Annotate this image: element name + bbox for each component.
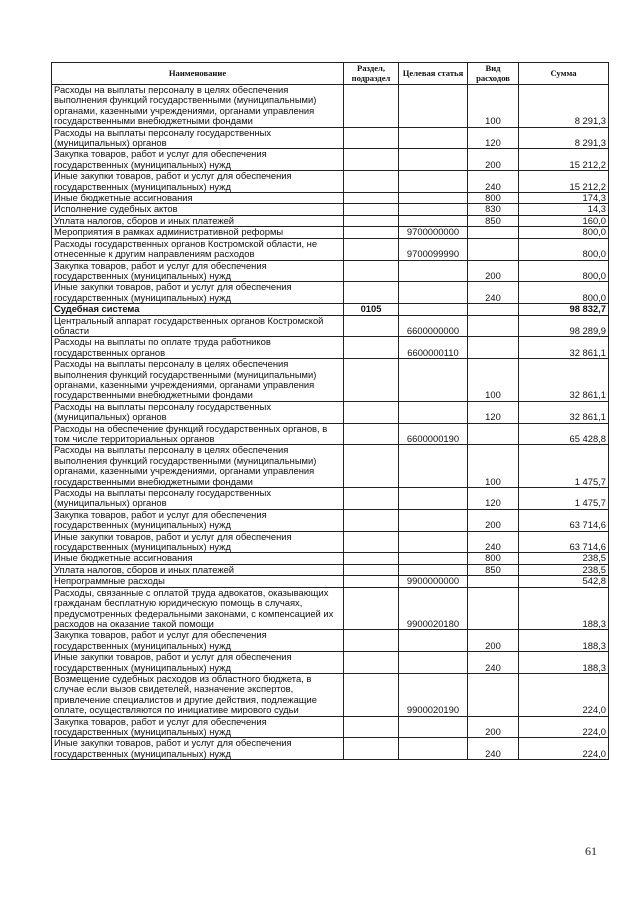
- cell-sum: 98 289,9: [519, 315, 609, 337]
- cell-section: [344, 227, 399, 238]
- cell-target: [399, 488, 468, 510]
- header-sum: Сумма: [519, 63, 609, 85]
- cell-target: [399, 445, 468, 488]
- cell-name: Судебная система: [52, 304, 344, 315]
- cell-name: Непрограммные расходы: [52, 576, 344, 587]
- cell-target: [399, 531, 468, 553]
- cell-type: 850: [468, 215, 519, 226]
- cell-sum: 800,0: [519, 282, 609, 304]
- table-row: [52, 149, 609, 171]
- cell-type: 240: [468, 282, 519, 304]
- cell-name: Центральный аппарат государственных органов Костромской области: [52, 315, 344, 337]
- cell-target: [399, 171, 468, 193]
- cell-section: [344, 193, 399, 204]
- cell-type: 120: [468, 401, 519, 423]
- cell-name: Закупка товаров, работ и услуг для обеспечения государственных (муниципальных) нужд: [52, 260, 344, 282]
- cell-section: [344, 215, 399, 226]
- cell-sum: 98 832,7: [519, 304, 609, 315]
- cell-sum: 542,8: [519, 576, 609, 587]
- cell-name: Мероприятия в рамках административной реформы: [52, 227, 344, 238]
- table-row: [52, 738, 609, 760]
- cell-sum: 224,0: [519, 716, 609, 738]
- table-row: [52, 337, 609, 359]
- table-row: [52, 423, 609, 445]
- cell-target: [399, 509, 468, 531]
- table-row: [52, 171, 609, 193]
- table-header: [52, 63, 609, 85]
- cell-section: 0105: [344, 304, 399, 315]
- cell-section: [344, 716, 399, 738]
- cell-section: [344, 401, 399, 423]
- cell-type: 100: [468, 85, 519, 128]
- cell-target: [399, 564, 468, 575]
- cell-type: 120: [468, 127, 519, 149]
- table-row: [52, 127, 609, 149]
- header-row: [52, 63, 609, 85]
- cell-type: [468, 423, 519, 445]
- cell-sum: 800,0: [519, 238, 609, 260]
- table-row: [52, 630, 609, 652]
- cell-section: [344, 359, 399, 402]
- cell-target: 6600000000: [399, 315, 468, 337]
- cell-name: Расходы на выплаты персоналу государственных (муниципальных) органов: [52, 127, 344, 149]
- cell-type: 240: [468, 531, 519, 553]
- cell-name: Иные закупки товаров, работ и услуг для обеспечения государственных (муниципальных) нужд: [52, 738, 344, 760]
- cell-target: [399, 127, 468, 149]
- cell-name: Расходы государственных органов Костромской области, не отнесенные к другим направлениям расходов: [52, 238, 344, 260]
- cell-type: 200: [468, 716, 519, 738]
- header-name: Наименование: [52, 63, 344, 85]
- table-row: [52, 531, 609, 553]
- cell-target: [399, 260, 468, 282]
- cell-target: [399, 716, 468, 738]
- cell-name: Расходы на выплаты персоналу в целях обеспечения выполнения функций государственными (муниципальными) органами, казенными учреждениями, органами управления государственными внебюджетными фондами: [52, 85, 344, 128]
- cell-section: [344, 509, 399, 531]
- cell-target: 9700099990: [399, 238, 468, 260]
- cell-name: Расходы, связанные с оплатой труда адвокатов, оказывающих гражданам бесплатную юридическую помощь в случаях, предусмотренных федеральными законами, с компенсацией их расходов на оказание такой помощи: [52, 587, 344, 630]
- table-row: [52, 587, 609, 630]
- table-row: [52, 553, 609, 564]
- cell-sum: 63 714,6: [519, 509, 609, 531]
- cell-type: [468, 587, 519, 630]
- cell-name: Уплата налогов, сборов и иных платежей: [52, 564, 344, 575]
- cell-name: Иные закупки товаров, работ и услуг для обеспечения государственных (муниципальных) нужд: [52, 171, 344, 193]
- table-row: [52, 260, 609, 282]
- cell-sum: 8 291,3: [519, 127, 609, 149]
- cell-section: [344, 337, 399, 359]
- cell-name: Закупка товаров, работ и услуг для обеспечения государственных (муниципальных) нужд: [52, 149, 344, 171]
- cell-sum: 238,5: [519, 564, 609, 575]
- cell-section: [344, 587, 399, 630]
- cell-target: 9900020190: [399, 673, 468, 716]
- cell-section: [344, 260, 399, 282]
- cell-type: [468, 315, 519, 337]
- cell-type: 240: [468, 652, 519, 674]
- cell-section: [344, 315, 399, 337]
- header-type: Вид расходов: [468, 63, 519, 85]
- table-row: [52, 509, 609, 531]
- cell-target: [399, 282, 468, 304]
- cell-section: [344, 673, 399, 716]
- cell-sum: 8 291,3: [519, 85, 609, 128]
- table-row: [52, 193, 609, 204]
- cell-type: 200: [468, 260, 519, 282]
- table-row: [52, 282, 609, 304]
- cell-type: 800: [468, 193, 519, 204]
- table-row: [52, 359, 609, 402]
- page-number: 61: [585, 844, 597, 858]
- cell-target: [399, 652, 468, 674]
- table-row: [52, 204, 609, 215]
- cell-type: 120: [468, 488, 519, 510]
- cell-target: [399, 553, 468, 564]
- cell-name: Иные закупки товаров, работ и услуг для обеспечения государственных (муниципальных) нужд: [52, 652, 344, 674]
- cell-section: [344, 149, 399, 171]
- cell-name: Иные закупки товаров, работ и услуг для обеспечения государственных (муниципальных) нужд: [52, 282, 344, 304]
- cell-name: Расходы на обеспечение функций государственных органов, в том числе территориальных органов: [52, 423, 344, 445]
- cell-target: 6600000190: [399, 423, 468, 445]
- cell-sum: 188,3: [519, 587, 609, 630]
- cell-type: [468, 673, 519, 716]
- header-target: Целевая статья: [399, 63, 468, 85]
- cell-name: Расходы на выплаты персоналу государственных (муниципальных) органов: [52, 401, 344, 423]
- cell-sum: 32 861,1: [519, 401, 609, 423]
- table-row: [52, 716, 609, 738]
- cell-section: [344, 204, 399, 215]
- cell-name: Расходы на выплаты по оплате труда работников государственных органов: [52, 337, 344, 359]
- table-row: [52, 673, 609, 716]
- cell-sum: 32 861,1: [519, 337, 609, 359]
- cell-sum: 15 212,2: [519, 149, 609, 171]
- table-row: [52, 576, 609, 587]
- cell-section: [344, 282, 399, 304]
- table-row: [52, 488, 609, 510]
- cell-type: [468, 238, 519, 260]
- cell-type: [468, 227, 519, 238]
- cell-section: [344, 127, 399, 149]
- cell-target: [399, 193, 468, 204]
- cell-name: Иные бюджетные ассигнования: [52, 193, 344, 204]
- cell-name: Возмещение судебных расходов из областного бюджета, в случае если вызов свидетелей, назначение экспертов, привлечение специалистов и другие действия, подлежащие оплате, осуществляются по инициативе мирового судьи: [52, 673, 344, 716]
- cell-section: [344, 445, 399, 488]
- cell-sum: 1 475,7: [519, 488, 609, 510]
- cell-sum: 63 714,6: [519, 531, 609, 553]
- cell-type: [468, 304, 519, 315]
- cell-sum: 174,3: [519, 193, 609, 204]
- cell-target: [399, 215, 468, 226]
- cell-sum: 15 212,2: [519, 171, 609, 193]
- cell-type: 200: [468, 509, 519, 531]
- cell-name: Закупка товаров, работ и услуг для обеспечения государственных (муниципальных) нужд: [52, 630, 344, 652]
- cell-target: 9900000000: [399, 576, 468, 587]
- cell-target: [399, 359, 468, 402]
- cell-sum: 224,0: [519, 738, 609, 760]
- cell-type: 800: [468, 553, 519, 564]
- cell-type: 240: [468, 738, 519, 760]
- cell-target: 9900020180: [399, 587, 468, 630]
- cell-name: Уплата налогов, сборов и иных платежей: [52, 215, 344, 226]
- cell-section: [344, 238, 399, 260]
- cell-name: Расходы на выплаты персоналу в целях обеспечения выполнения функций государственными (муниципальными) органами, казенными учреждениями, органами управления государственными внебюджетными фондами: [52, 359, 344, 402]
- table-row: [52, 238, 609, 260]
- cell-type: 200: [468, 149, 519, 171]
- cell-type: 100: [468, 359, 519, 402]
- cell-sum: 800,0: [519, 260, 609, 282]
- cell-sum: 238,5: [519, 553, 609, 564]
- cell-target: 6600000110: [399, 337, 468, 359]
- cell-section: [344, 630, 399, 652]
- budget-table: [51, 62, 609, 760]
- cell-name: Исполнение судебных актов: [52, 204, 344, 215]
- cell-sum: 800,0: [519, 227, 609, 238]
- table-row: [52, 215, 609, 226]
- table-row: [52, 85, 609, 128]
- table-row: [52, 652, 609, 674]
- cell-name: Иные закупки товаров, работ и услуг для обеспечения государственных (муниципальных) нужд: [52, 531, 344, 553]
- cell-target: [399, 738, 468, 760]
- cell-type: 100: [468, 445, 519, 488]
- table-row: [52, 564, 609, 575]
- cell-sum: 188,3: [519, 652, 609, 674]
- cell-name: Закупка товаров, работ и услуг для обеспечения государственных (муниципальных) нужд: [52, 509, 344, 531]
- cell-type: 850: [468, 564, 519, 575]
- cell-section: [344, 85, 399, 128]
- cell-sum: 1 475,7: [519, 445, 609, 488]
- cell-name: Расходы на выплаты персоналу в целях обеспечения выполнения функций государственными (муниципальными) органами, казенными учреждениями, органами управления государственными внебюджетными фондами: [52, 445, 344, 488]
- header-section: Раздел, подраздел: [344, 63, 399, 85]
- cell-section: [344, 423, 399, 445]
- cell-target: 9700000000: [399, 227, 468, 238]
- cell-target: [399, 85, 468, 128]
- cell-sum: 14,3: [519, 204, 609, 215]
- cell-target: [399, 401, 468, 423]
- cell-type: 200: [468, 630, 519, 652]
- cell-sum: 188,3: [519, 630, 609, 652]
- cell-section: [344, 738, 399, 760]
- table-row: [52, 304, 609, 315]
- cell-type: 240: [468, 171, 519, 193]
- table-row: [52, 227, 609, 238]
- cell-target: [399, 304, 468, 315]
- table-body: [52, 85, 609, 760]
- cell-section: [344, 531, 399, 553]
- cell-section: [344, 652, 399, 674]
- cell-section: [344, 553, 399, 564]
- cell-target: [399, 204, 468, 215]
- cell-type: [468, 337, 519, 359]
- cell-name: Иные бюджетные ассигнования: [52, 553, 344, 564]
- cell-sum: 224,0: [519, 673, 609, 716]
- cell-sum: 65 428,8: [519, 423, 609, 445]
- cell-target: [399, 630, 468, 652]
- table-row: [52, 445, 609, 488]
- cell-sum: 160,0: [519, 215, 609, 226]
- cell-section: [344, 564, 399, 575]
- cell-section: [344, 488, 399, 510]
- cell-sum: 32 861,1: [519, 359, 609, 402]
- table-row: [52, 315, 609, 337]
- cell-section: [344, 576, 399, 587]
- cell-type: 830: [468, 204, 519, 215]
- cell-target: [399, 149, 468, 171]
- cell-type: [468, 576, 519, 587]
- cell-name: Закупка товаров, работ и услуг для обеспечения государственных (муниципальных) нужд: [52, 716, 344, 738]
- table-row: [52, 401, 609, 423]
- cell-section: [344, 171, 399, 193]
- cell-name: Расходы на выплаты персоналу государственных (муниципальных) органов: [52, 488, 344, 510]
